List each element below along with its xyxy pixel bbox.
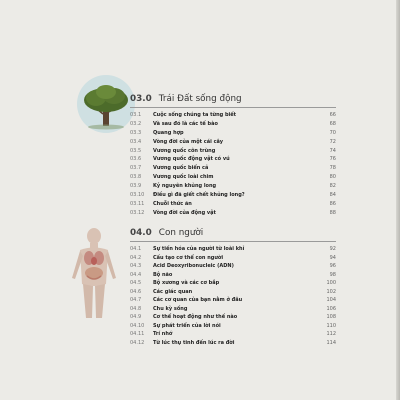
toc-entry[interactable] xyxy=(130,330,336,339)
entry-number: 04.10 xyxy=(130,322,145,329)
entry-page: 66 xyxy=(329,112,336,118)
entry-number: 04.2 xyxy=(130,254,142,261)
entry-title: Vòng đời của động vật xyxy=(153,209,216,216)
entry-page: 74 xyxy=(329,147,336,154)
toc-entry[interactable] xyxy=(130,129,336,138)
entry-page: 94 xyxy=(329,254,336,261)
entry-number: 03.12 xyxy=(130,209,145,216)
entry-number: 03.1 xyxy=(130,112,142,118)
toc-entry[interactable] xyxy=(130,173,336,182)
toc-entry[interactable] xyxy=(130,120,336,129)
entry-title: Vòng đời của một cái cây xyxy=(153,138,224,145)
entry-page: 110 xyxy=(326,322,336,329)
entry-page: 108 xyxy=(326,314,336,321)
toc-entry[interactable] xyxy=(130,111,336,120)
entry-title: Vương quốc loài chim xyxy=(153,174,214,181)
entry-page: 82 xyxy=(329,183,336,190)
toc-entry[interactable] xyxy=(130,191,336,200)
entry-page: 96 xyxy=(329,263,336,270)
entry-title: Và sau đó là các tế bào xyxy=(153,120,218,127)
entry-page: 100 xyxy=(326,280,336,287)
toc-entry[interactable] xyxy=(130,288,336,297)
entry-page: 112 xyxy=(326,331,336,338)
entry-page: 86 xyxy=(329,200,336,207)
toc-entry[interactable] xyxy=(130,339,336,348)
entry-page: 114 xyxy=(326,340,336,347)
entry-title: Các cơ quan của bạn nằm ở đâu xyxy=(153,297,243,304)
entry-number: 04.5 xyxy=(130,280,142,287)
tree-illustration xyxy=(76,74,136,134)
section-divider xyxy=(130,241,336,242)
entry-page: 106 xyxy=(326,305,336,312)
entry-number: 03.6 xyxy=(130,156,142,163)
entry-title: Cấu tạo cơ thể con người xyxy=(153,254,224,261)
toc-entry[interactable] xyxy=(130,209,336,218)
page-gutter xyxy=(396,0,400,400)
section-heading xyxy=(130,228,203,238)
entry-page: 68 xyxy=(329,120,336,127)
entry-page: 84 xyxy=(329,192,336,199)
toc-entry[interactable] xyxy=(130,245,336,254)
entry-number: 03.11 xyxy=(130,200,145,207)
entry-title: Vương quốc động vật có vú xyxy=(153,156,230,163)
entry-title: Kỷ nguyên khủng long xyxy=(153,183,217,190)
toc-list xyxy=(130,111,336,218)
entry-page: 76 xyxy=(329,156,336,163)
toc-entry[interactable] xyxy=(130,147,336,156)
entry-page: 92 xyxy=(329,246,336,252)
entry-page: 88 xyxy=(329,209,336,216)
entry-page: 104 xyxy=(326,297,336,304)
entry-page: 78 xyxy=(329,165,336,172)
entry-title: Các giác quan xyxy=(153,288,193,295)
toc-entry[interactable] xyxy=(130,182,336,191)
toc-entry[interactable] xyxy=(130,155,336,164)
toc-list xyxy=(130,245,336,348)
entry-title: Điều gì đã giết chết khủng long? xyxy=(153,192,245,199)
entry-number: 04.7 xyxy=(130,297,142,304)
entry-number: 04.11 xyxy=(130,331,145,338)
toc-entry[interactable] xyxy=(130,279,336,288)
entry-number: 04.12 xyxy=(130,340,145,347)
toc-entry[interactable] xyxy=(130,296,336,305)
entry-number: 03.10 xyxy=(130,192,145,199)
entry-title: Bộ não xyxy=(153,271,173,278)
entry-page: 72 xyxy=(329,138,336,145)
entry-title: Sự tiến hóa của người từ loài khỉ xyxy=(153,246,245,252)
entry-number: 03.9 xyxy=(130,183,142,190)
entry-number: 04.8 xyxy=(130,305,142,312)
entry-title: Acid Deoxyribonucleic (ADN) xyxy=(153,263,234,270)
entry-page: 102 xyxy=(326,288,336,295)
toc-entry[interactable] xyxy=(130,305,336,314)
toc-entry[interactable] xyxy=(130,200,336,209)
entry-number: 03.8 xyxy=(130,174,142,181)
entry-number: 03.7 xyxy=(130,165,142,172)
entry-number: 03.2 xyxy=(130,120,142,127)
toc-entry[interactable] xyxy=(130,138,336,147)
entry-title: Bộ xương và các cơ bắp xyxy=(153,280,220,287)
entry-title: Chu kỳ sống xyxy=(153,305,188,312)
entry-title: Vương quốc biển cả xyxy=(153,165,209,172)
entry-number: 04.3 xyxy=(130,263,142,270)
section-title: Con người xyxy=(158,228,204,238)
entry-title: Sự phát triển của lời nói xyxy=(153,322,221,329)
entry-number: 04.9 xyxy=(130,314,142,321)
toc-entry[interactable] xyxy=(130,322,336,331)
section-number: 03.0 xyxy=(130,94,152,104)
toc-entry[interactable] xyxy=(130,271,336,280)
entry-number: 04.1 xyxy=(130,246,142,252)
entry-page: 70 xyxy=(329,129,336,136)
entry-number: 03.5 xyxy=(130,147,142,154)
entry-title: Cuộc sống chúng ta từng biết xyxy=(153,112,237,118)
section-divider xyxy=(130,107,336,108)
human-body-illustration xyxy=(64,226,124,322)
entry-number: 04.6 xyxy=(130,288,142,295)
entry-number: 03.4 xyxy=(130,138,142,145)
entry-title: Từ lúc thụ tinh đến lúc ra đời xyxy=(153,340,235,347)
entry-title: Cơ thể hoạt động như thế nào xyxy=(153,314,238,321)
toc-entry[interactable] xyxy=(130,262,336,271)
entry-number: 03.3 xyxy=(130,129,142,136)
entry-title: Vương quốc côn trùng xyxy=(153,147,216,154)
entry-page: 80 xyxy=(329,174,336,181)
section-heading xyxy=(130,94,242,104)
entry-page: 98 xyxy=(329,271,336,278)
toc-entry[interactable] xyxy=(130,313,336,322)
entry-title: Chuỗi thức ăn xyxy=(153,200,192,207)
entry-title: Trí nhớ xyxy=(153,331,173,338)
entry-title: Quang hợp xyxy=(153,129,184,136)
section-number: 04.0 xyxy=(130,228,152,238)
toc-entry[interactable] xyxy=(130,254,336,263)
section-title: Trái Đất sống động xyxy=(158,94,242,104)
entry-number: 04.4 xyxy=(130,271,142,278)
toc-entry[interactable] xyxy=(130,164,336,173)
